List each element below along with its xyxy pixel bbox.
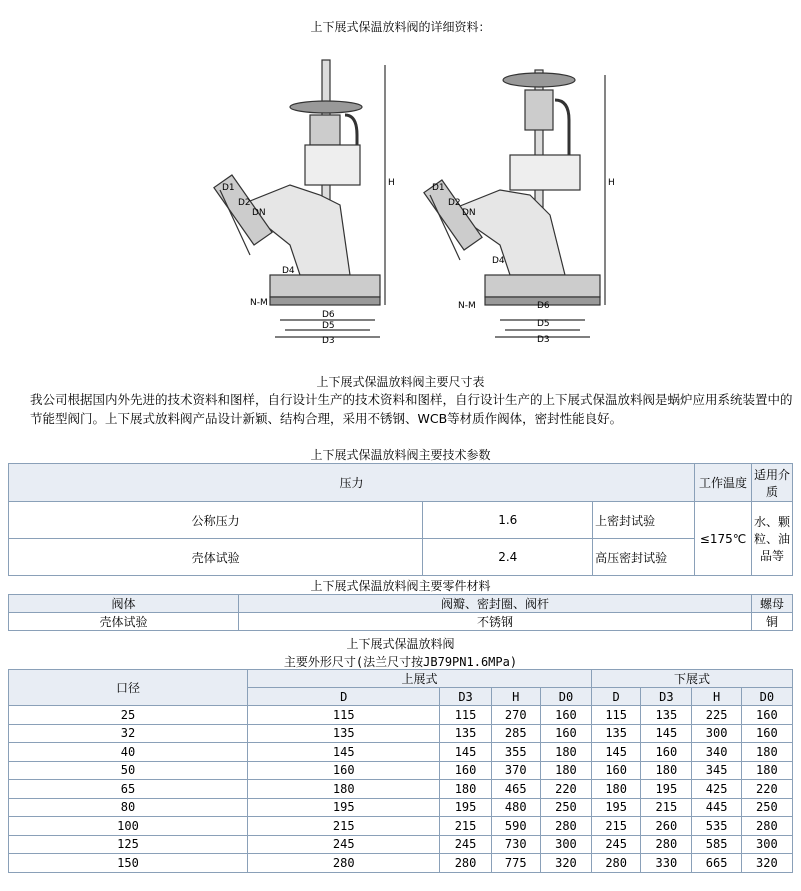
table-row — [9, 761, 793, 780]
table-cell: 220 — [741, 780, 792, 799]
mat-nut: 铜 — [752, 613, 793, 631]
label-d2-right: D2 — [448, 198, 461, 208]
table-row — [9, 835, 793, 854]
table-cell: 125 — [9, 835, 248, 854]
header-media: 适用介质 — [751, 464, 792, 502]
table-cell: 135 — [592, 724, 641, 743]
table-cell: 445 — [692, 798, 741, 817]
label-d1-right: D1 — [432, 183, 445, 193]
label-d6-right: D6 — [537, 301, 550, 311]
table-cell: 215 — [247, 817, 439, 836]
table-row — [9, 854, 793, 873]
header-pressure: 压力 — [9, 464, 695, 502]
mat-disc: 不锈钢 — [239, 613, 752, 631]
table-cell: 215 — [641, 798, 692, 817]
table-cell: 465 — [491, 780, 540, 799]
subheader-cell: D — [592, 688, 641, 706]
table-cell: 135 — [641, 706, 692, 725]
table-cell: 115 — [247, 706, 439, 725]
label-d3: D3 — [322, 336, 335, 345]
table-cell: 115 — [592, 706, 641, 725]
label-dn: DN — [252, 208, 266, 218]
table-cell: 280 — [440, 854, 491, 873]
subheader-cell: D0 — [741, 688, 792, 706]
table-cell: 160 — [247, 761, 439, 780]
table-cell: 195 — [247, 798, 439, 817]
table-cell: 65 — [9, 780, 248, 799]
table-cell: 160 — [741, 724, 792, 743]
subheader-cell: D0 — [540, 688, 591, 706]
table-cell: 280 — [592, 854, 641, 873]
header-dn: 口径 — [9, 670, 248, 706]
row2-test: 高压密封试验 — [593, 539, 695, 576]
table-cell: 115 — [440, 706, 491, 725]
row1-label: 公称压力 — [9, 502, 423, 539]
table-cell: 245 — [247, 835, 439, 854]
valve-drawings — [210, 45, 630, 345]
label-d5-right: D5 — [537, 319, 550, 329]
subheader-cell: D — [247, 688, 439, 706]
tech-caption: 上下展式保温放料阀主要技术参数 — [310, 448, 491, 462]
table-cell: 345 — [692, 761, 741, 780]
table-cell: 425 — [692, 780, 741, 799]
media-value: 水、颗粒、油品等 — [751, 502, 792, 576]
label-d3-right: D3 — [537, 335, 550, 345]
sizes-table — [8, 669, 793, 873]
table-cell: 195 — [592, 798, 641, 817]
label-h: H — [388, 178, 395, 188]
tech-params-table — [8, 463, 793, 576]
table-cell: 355 — [491, 743, 540, 762]
mat-header-nut: 螺母 — [752, 595, 793, 613]
table-cell: 180 — [741, 761, 792, 780]
table-cell: 195 — [641, 780, 692, 799]
label-d6: D6 — [322, 310, 335, 320]
table-cell: 250 — [741, 798, 792, 817]
table-cell: 665 — [692, 854, 741, 873]
table-cell: 320 — [741, 854, 792, 873]
table-cell: 775 — [491, 854, 540, 873]
table-cell: 480 — [491, 798, 540, 817]
table-cell: 180 — [741, 743, 792, 762]
table-cell: 145 — [641, 724, 692, 743]
table-cell: 135 — [247, 724, 439, 743]
table-cell: 225 — [692, 706, 741, 725]
table-cell: 180 — [540, 743, 591, 762]
mat-header-disc: 阀瓣、密封圈、阀杆 — [239, 595, 752, 613]
table-cell: 280 — [247, 854, 439, 873]
table-cell: 280 — [741, 817, 792, 836]
label-dn-right: DN — [462, 208, 476, 218]
table-row — [9, 798, 793, 817]
subheader-cell: H — [692, 688, 741, 706]
materials-caption: 上下展式保温放料阀主要零件材料 — [310, 579, 491, 593]
label-d2: D2 — [238, 198, 251, 208]
table-cell: 280 — [540, 817, 591, 836]
table-cell: 100 — [9, 817, 248, 836]
table-cell: 300 — [540, 835, 591, 854]
table-cell: 180 — [592, 780, 641, 799]
table-cell: 320 — [540, 854, 591, 873]
table-row — [9, 743, 793, 762]
table-cell: 535 — [692, 817, 741, 836]
table-cell: 590 — [491, 817, 540, 836]
table-cell: 180 — [440, 780, 491, 799]
label-d4-right: D4 — [492, 256, 505, 266]
table-cell: 160 — [741, 706, 792, 725]
table-cell: 340 — [692, 743, 741, 762]
table-cell: 160 — [540, 724, 591, 743]
table-row — [9, 817, 793, 836]
subheader-cell: D3 — [641, 688, 692, 706]
table-cell: 145 — [592, 743, 641, 762]
table-cell: 370 — [491, 761, 540, 780]
label-nm: N-M — [250, 298, 268, 308]
table-cell: 160 — [641, 743, 692, 762]
row1-test: 上密封试验 — [593, 502, 695, 539]
row2-label: 壳体试验 — [9, 539, 423, 576]
mat-body: 壳体试验 — [9, 613, 239, 631]
row1-value: 1.6 — [423, 502, 593, 539]
table-row — [9, 706, 793, 725]
table-cell: 80 — [9, 798, 248, 817]
table-cell: 180 — [641, 761, 692, 780]
subheader-cell: D3 — [440, 688, 491, 706]
label-d4: D4 — [282, 266, 295, 276]
dims-title: 上下展式保温放料阀主要尺寸表 — [316, 375, 485, 389]
table-cell: 150 — [9, 854, 248, 873]
label-d5: D5 — [322, 321, 335, 331]
table-cell: 215 — [592, 817, 641, 836]
page-title: 上下展式保温放料阀的详细资料： — [310, 20, 491, 34]
subheader-cell: H — [491, 688, 540, 706]
header-up: 上展式 — [247, 670, 591, 688]
header-down: 下展式 — [592, 670, 793, 688]
table-cell: 280 — [641, 835, 692, 854]
table-cell: 260 — [641, 817, 692, 836]
label-nm-right: N-M — [458, 301, 476, 311]
label-d1: D1 — [222, 183, 235, 193]
sizes-caption-2: 主要外形尺寸(法兰尺寸按JB79PN1.6MPa) — [283, 655, 518, 669]
sizes-caption-1: 上下展式保温放料阀 — [346, 637, 455, 651]
temp-value: ≤175℃ — [695, 502, 752, 576]
table-row — [9, 780, 793, 799]
table-cell: 270 — [491, 706, 540, 725]
table-cell: 180 — [247, 780, 439, 799]
table-cell: 300 — [741, 835, 792, 854]
table-cell: 300 — [692, 724, 741, 743]
intro-paragraph: 我公司根据国内外先进的技术资料和图样，自行设计生产的技术资料和图样，自行设计生产的上下展式保温放料阀是蜗炉应用系统装置中的节能型阀门。上下展式放料阀产品设计新颖、结构合理，采用不锈钢、WCB等材质作阀体，密封性能良好。 — [30, 392, 793, 426]
materials-table — [8, 594, 793, 631]
header-temp: 工作温度 — [695, 464, 752, 502]
row2-value: 2.4 — [423, 539, 593, 576]
mat-header-body: 阀体 — [9, 595, 239, 613]
table-cell: 215 — [440, 817, 491, 836]
table-row — [9, 724, 793, 743]
table-cell: 285 — [491, 724, 540, 743]
table-cell: 195 — [440, 798, 491, 817]
table-cell: 40 — [9, 743, 248, 762]
table-cell: 730 — [491, 835, 540, 854]
table-cell: 180 — [540, 761, 591, 780]
table-cell: 160 — [540, 706, 591, 725]
table-cell: 145 — [440, 743, 491, 762]
table-cell: 32 — [9, 724, 248, 743]
table-cell: 585 — [692, 835, 741, 854]
table-cell: 135 — [440, 724, 491, 743]
table-cell: 250 — [540, 798, 591, 817]
label-h-right: H — [608, 178, 615, 188]
table-cell: 145 — [247, 743, 439, 762]
table-cell: 50 — [9, 761, 248, 780]
table-cell: 330 — [641, 854, 692, 873]
table-cell: 220 — [540, 780, 591, 799]
table-cell: 245 — [592, 835, 641, 854]
table-cell: 245 — [440, 835, 491, 854]
table-cell: 160 — [440, 761, 491, 780]
table-cell: 25 — [9, 706, 248, 725]
table-cell: 160 — [592, 761, 641, 780]
